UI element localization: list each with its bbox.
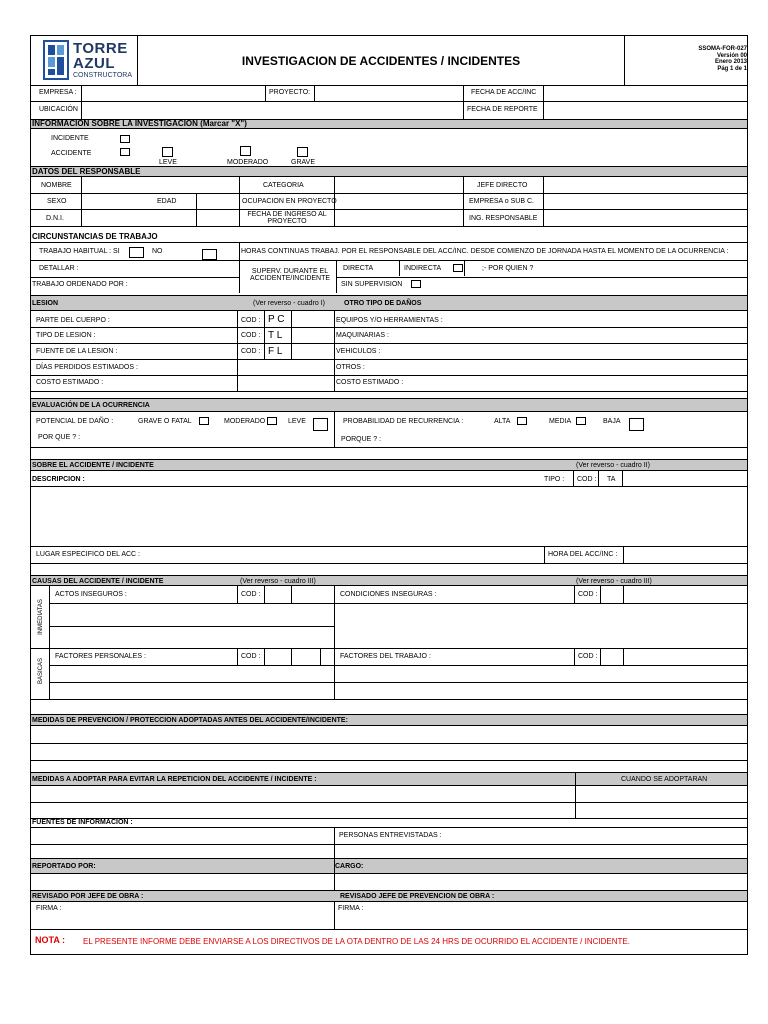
pc-code-field[interactable] bbox=[292, 312, 334, 327]
form-version: Versión 00 bbox=[716, 52, 747, 59]
accidente-checkbox[interactable] bbox=[120, 148, 130, 156]
revisado-jefe-prevencion-label: REVISADO JEFE DE PREVENCION DE OBRA : bbox=[340, 893, 495, 900]
empresa-sub-field[interactable] bbox=[544, 194, 747, 209]
condiciones-field[interactable] bbox=[335, 604, 747, 648]
revisado-jefe-obra-label: REVISADO POR JEFE DE OBRA : bbox=[32, 893, 144, 900]
incidente-checkbox[interactable] bbox=[120, 135, 130, 143]
grave-checkbox[interactable] bbox=[297, 147, 308, 157]
moderado-label: MODERADO bbox=[227, 159, 269, 166]
maquinarias-label: MAQUINARIAS : bbox=[336, 332, 389, 339]
grave-label: GRAVE bbox=[291, 159, 315, 166]
sobre-cod-label: COD : bbox=[577, 476, 597, 483]
form-page: Pág 1 de 1 bbox=[717, 65, 747, 72]
leve-eval-checkbox[interactable] bbox=[313, 418, 328, 431]
firma-jefe-prevencion-field[interactable] bbox=[335, 902, 747, 929]
circunstancias-title: CIRCUNSTANCIAS DE TRABAJO bbox=[32, 232, 158, 241]
porque1-label: POR QUE ? : bbox=[38, 434, 81, 441]
alta-checkbox[interactable] bbox=[517, 417, 527, 425]
lugar-label: LUGAR ESPECIFICO DEL ACC : bbox=[36, 551, 140, 558]
lesion-title: LESION bbox=[32, 300, 59, 307]
fecha-ingreso-label: FECHA DE INGRESO AL PROYECTO bbox=[247, 211, 327, 225]
lesion-ver-reverso: (Ver reverso - cuadro I) bbox=[253, 300, 325, 307]
logo-constructora: CONSTRUCTORA bbox=[73, 72, 132, 79]
otros-label: OTROS : bbox=[336, 364, 365, 371]
logo-torre: TORRE bbox=[73, 40, 128, 57]
ubicacion-field[interactable] bbox=[82, 102, 463, 119]
jefe-field[interactable] bbox=[544, 178, 747, 193]
moderado-eval-label: MODERADO bbox=[224, 418, 266, 425]
personas-label: PERSONAS ENTREVISTADAS : bbox=[339, 832, 442, 839]
fecha-reporte-label: FECHA DE REPORTE bbox=[467, 106, 538, 113]
sobre-title: SOBRE EL ACCIDENTE / INCIDENTE bbox=[32, 462, 154, 469]
sin-supervision-checkbox[interactable] bbox=[411, 280, 421, 288]
proyecto-field[interactable] bbox=[315, 86, 463, 101]
grave-fatal-checkbox[interactable] bbox=[199, 417, 209, 425]
accidente-label: ACCIDENTE bbox=[51, 150, 92, 157]
section-causas bbox=[31, 575, 747, 586]
firma-jefe-obra-label: FIRMA : bbox=[36, 905, 62, 912]
media-checkbox[interactable] bbox=[576, 417, 586, 425]
habitual-label: TRABAJO HABITUAL : SI bbox=[39, 248, 120, 255]
ocupacion-label: OCUPACION EN PROYECTO bbox=[242, 198, 337, 205]
moderado-eval-checkbox[interactable] bbox=[267, 417, 277, 425]
jefe-label: JEFE DIRECTO bbox=[477, 182, 528, 189]
superv-label: SUPERV. DURANTE EL ACCIDENTE/INCIDENTE bbox=[249, 268, 331, 282]
firma-jefe-obra-field[interactable] bbox=[31, 902, 334, 929]
form-title: INVESTIGACION DE ACCIDENTES / INCIDENTES bbox=[241, 54, 521, 68]
fecha-acc-label: FECHA DE ACC/INC bbox=[471, 89, 537, 96]
section-medidas-adoptar bbox=[31, 772, 747, 786]
torre-azul-logo-icon bbox=[43, 40, 69, 80]
actos-cod-label: COD : bbox=[241, 591, 261, 598]
section-reportado bbox=[31, 858, 747, 874]
cargo-label: CARGO: bbox=[335, 863, 364, 870]
condiciones-label: CONDICIONES INSEGURAS : bbox=[340, 591, 437, 598]
section-medidas-antes bbox=[31, 714, 747, 726]
medidas-antes-title: MEDIDAS DE PREVENCION / PROTECCION ADOPTADAS ANTES DEL ACCIDENTE/INCIDENTE: bbox=[32, 717, 348, 724]
tipo-label: TIPO : bbox=[544, 476, 565, 483]
form-date: Enero 2013 bbox=[714, 59, 747, 65]
factores-personales-field[interactable] bbox=[50, 666, 334, 699]
fl-code: F L bbox=[268, 346, 283, 357]
otro-tipo-title: OTRO TIPO DE DAÑOS bbox=[344, 300, 422, 307]
actos-label: ACTOS INSEGUROS : bbox=[55, 591, 127, 598]
edad-field[interactable] bbox=[197, 194, 239, 209]
parte-label: PARTE DEL CUERPO : bbox=[36, 317, 110, 324]
habitual-si-checkbox[interactable] bbox=[129, 247, 144, 258]
incidente-label: INCIDENTE bbox=[51, 135, 89, 142]
probabilidad-label: PROBABILIDAD DE RECURRENCIA : bbox=[343, 418, 464, 425]
leve-eval-label: LEVE bbox=[288, 418, 306, 425]
section-lesion bbox=[31, 295, 747, 311]
form-code-block bbox=[627, 46, 747, 72]
condiciones-cod-label: COD : bbox=[578, 591, 598, 598]
ordenado-label: TRABAJO ORDENADO POR : bbox=[32, 281, 128, 288]
causas-ver-reverso-1: (Ver reverso - cuadro III) bbox=[240, 578, 316, 585]
firma-jefe-prevencion-label: FIRMA : bbox=[338, 905, 364, 912]
empresa-field[interactable] bbox=[82, 86, 265, 101]
equipos-label: EQUIPOS Y/O HERRAMIENTAS : bbox=[336, 317, 443, 324]
indirecta-label: INDIRECTA bbox=[404, 265, 442, 272]
tipo-lesion-label: TIPO DE LESION : bbox=[36, 332, 96, 339]
section-info-investigacion bbox=[31, 119, 747, 129]
descripcion-field[interactable] bbox=[32, 487, 746, 546]
basicas-label: BASICAS bbox=[38, 658, 44, 685]
cuando-label: CUANDO SE ADOPTARAN bbox=[621, 776, 708, 783]
tl-code-field[interactable] bbox=[292, 328, 334, 343]
medidas-adoptar-title: MEDIDAS A ADOPTAR PARA EVITAR LA REPETICION DEL ACCIDENTE / INCIDENTE : bbox=[32, 776, 317, 783]
baja-label: BAJA bbox=[603, 418, 621, 425]
empresa-sub-label: EMPRESA o SUB C. bbox=[469, 198, 534, 205]
alta-label: ALTA bbox=[494, 418, 511, 425]
ta-code: TA bbox=[607, 476, 616, 483]
fecha-acc-field[interactable] bbox=[544, 86, 747, 101]
cod-tl-label: COD : bbox=[241, 332, 261, 339]
causas-title: CAUSAS DEL ACCIDENTE / INCIDENTE bbox=[32, 578, 164, 585]
fuente-label: FUENTE DE LA LESION : bbox=[36, 348, 118, 355]
reportado-label: REPORTADO POR: bbox=[32, 863, 96, 870]
proyecto-label: PROYECTO: bbox=[269, 89, 311, 96]
fl-code-field[interactable] bbox=[292, 344, 334, 359]
descripcion-label: DESCRIPCION : bbox=[32, 476, 85, 483]
habitual-no-checkbox[interactable] bbox=[202, 249, 217, 260]
potencial-label: POTENCIAL DE DAÑO : bbox=[36, 418, 114, 425]
nota-label: NOTA : bbox=[35, 935, 65, 945]
inmediatas-label: INMEDIATAS bbox=[38, 599, 44, 635]
leve-checkbox[interactable] bbox=[162, 147, 173, 157]
factores-trabajo-label: FACTORES DEL TRABAJO : bbox=[340, 653, 431, 660]
categoria-field[interactable] bbox=[335, 178, 463, 193]
section-sobre bbox=[31, 459, 747, 471]
accident-investigation-form bbox=[30, 35, 748, 955]
section-evaluacion bbox=[31, 398, 747, 412]
leve-label: LEVE bbox=[159, 159, 177, 166]
actos-field[interactable] bbox=[50, 604, 334, 648]
causas-ver-reverso-2: (Ver reverso - cuadro III) bbox=[576, 578, 652, 585]
costo-label: COSTO ESTIMADO : bbox=[36, 379, 104, 386]
ing-responsable-label: ING. RESPONSABLE bbox=[469, 215, 538, 222]
form-code: SSOMA-FOR-027 bbox=[698, 46, 747, 52]
fecha-ingreso-field[interactable] bbox=[335, 210, 463, 226]
dni-label: D.N.I. bbox=[46, 215, 64, 222]
porque2-label: PORQUE ? : bbox=[341, 436, 382, 443]
ubicacion-label: UBICACIÓN bbox=[39, 106, 78, 113]
fecha-reporte-field[interactable] bbox=[544, 102, 747, 119]
tl-code: T L bbox=[268, 330, 283, 341]
responsable-title: DATOS DEL RESPONSABLE bbox=[32, 167, 141, 176]
factores-trabajo-field[interactable] bbox=[335, 666, 747, 699]
section-revisado bbox=[31, 890, 747, 902]
sexo-label: SEXO bbox=[47, 198, 67, 205]
detallar-label: DETALLAR : bbox=[39, 265, 79, 272]
sin-supervision-label: SIN SUPERVISION bbox=[341, 281, 403, 288]
ocupacion-field[interactable] bbox=[335, 194, 463, 209]
edad-label: EDAD bbox=[157, 198, 177, 205]
evaluacion-title: EVALUACIÓN DE LA OCURRENCIA bbox=[32, 402, 150, 409]
fp-cod-label: COD : bbox=[241, 653, 261, 660]
hora-label: HORA DEL ACC/INC : bbox=[548, 551, 618, 558]
fuentes-field[interactable] bbox=[31, 828, 334, 861]
sobre-ver-reverso: (Ver reverso - cuadro II) bbox=[576, 462, 650, 469]
ing-responsable-field[interactable] bbox=[544, 210, 747, 226]
cod-pc-label: COD : bbox=[241, 317, 261, 324]
habitual-no-label: NO bbox=[152, 248, 163, 255]
logo-azul: AZUL bbox=[73, 55, 115, 72]
media-label: MEDIA bbox=[549, 418, 572, 425]
sexo-field[interactable] bbox=[82, 194, 196, 209]
dias-label: DÍAS PERDIDOS ESTIMADOS : bbox=[36, 364, 138, 371]
nombre-field[interactable] bbox=[82, 178, 239, 193]
nota-text: EL PRESENTE INFORME DEBE ENVIARSE A LOS DIRECTIVOS DE LA OTA DENTRO DE LAS 24 HRS DE OCURRIDO EL ACCIDENTE / INCIDENTE. bbox=[83, 937, 630, 946]
empresa-label: EMPRESA : bbox=[39, 89, 77, 96]
baja-checkbox[interactable] bbox=[629, 418, 644, 431]
ft-cod-label: COD : bbox=[578, 653, 598, 660]
directa-label: DIRECTA bbox=[343, 265, 374, 272]
detallar-field[interactable] bbox=[91, 261, 239, 277]
factores-personales-label: FACTORES PERSONALES : bbox=[55, 653, 146, 660]
grave-fatal-label: GRAVE O FATAL bbox=[138, 418, 192, 425]
nombre-label: NOMBRE bbox=[41, 182, 72, 189]
moderado-checkbox[interactable] bbox=[240, 146, 251, 156]
pc-code: P C bbox=[268, 314, 285, 325]
costo2-label: COSTO ESTIMADO : bbox=[336, 379, 404, 386]
info-title: INFORMACION SOBRE LA INVESTIGACION (Marcar "X") bbox=[32, 119, 247, 128]
cargo-field[interactable] bbox=[335, 874, 747, 890]
vehiculos-label: VEHICULOS : bbox=[336, 348, 381, 355]
section-responsable bbox=[31, 166, 747, 177]
fuentes-title: FUENTES DE INFORMACION : bbox=[32, 819, 133, 826]
reportado-field[interactable] bbox=[31, 874, 334, 890]
por-quien-label: ;- POR QUIEN ? bbox=[482, 265, 534, 272]
cod-fl-label: COD : bbox=[241, 348, 261, 355]
indirecta-checkbox[interactable] bbox=[453, 264, 463, 272]
horas-label: HORAS CONTINUAS TRABAJ. POR EL RESPONSABLE DEL ACC/INC. DESDE COMIENZO DE JORNADA HASTA EL MOMENTO DE LA OCURRENCIA : bbox=[241, 248, 729, 255]
logo bbox=[43, 40, 135, 82]
categoria-label: CATEGORIA bbox=[263, 182, 304, 189]
dni-field[interactable] bbox=[82, 210, 196, 226]
